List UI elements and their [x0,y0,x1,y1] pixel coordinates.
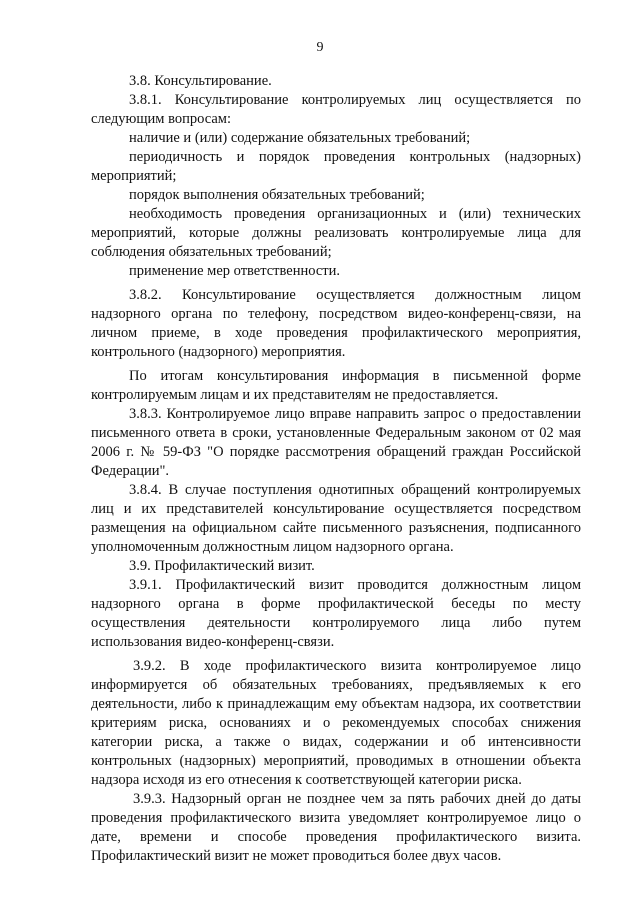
paragraph-3-8-4: 3.8.4. В случае поступления однотипных обращений контролируемых лиц и их представителей консультирование осуществляется посредством размещения на официальном сайте письменного разъяснения, подписанного уполномоченным должностным лицом надзорного органа. [91,482,581,555]
section-heading-3-8: 3.8. Консультирование. [129,73,272,89]
list-item-periodicity: периодичность и порядок проведения контрольных (надзорных) мероприятий; [91,149,581,184]
page-number: 9 [316,40,324,55]
paragraph-3-8-1: 3.8.1. Консультирование контролируемых лиц осуществляется по следующим вопросам: [91,92,581,127]
list-item-requirements-content: наличие и (или) содержание обязательных требований; [129,130,471,146]
paragraph-3-8-2: 3.8.2. Консультирование осуществляется должностным лицом надзорного органа по телефону, посредством видео-конференц-связи, на личном приеме, в ходе проведения профилактического мероприятия, контрольного (надзорного) мероприятия. [91,287,581,360]
paragraph-3-8-3: 3.8.3. Контролируемое лицо вправе направить запрос о предоставлении письменного ответа в сроки, установленные Федеральным законом от 02 мая 2006 г. № 59-ФЗ "О порядке рассмотрения обращений граждан Российской Федерации". [91,406,581,479]
paragraph-3-9-2: 3.9.2. В ходе профилактического визита контролируемое лицо информируется об обязательных требованиях, предъявляемых к его деятельности, либо к принадлежащим ему объектам надзора, их соответствии критериям риска, основаниях и о рекомендуемых способах снижения категории риска, а также о видах, содержании и об интенсивности контрольных (надзорных) мероприятий, проводимых в отношении объекта надзора исходя из его отнесения к соответствующей категории риска. [91,658,581,788]
list-item-liability: применение мер ответственности. [129,263,341,279]
list-item-procedure: порядок выполнения обязательных требований; [129,187,425,203]
document-body [91,72,581,866]
list-item-measures: необходимость проведения организационных и (или) технических мероприятий, которые должны реализовать контролируемые лица для соблюдения обязательных требований; [91,206,581,260]
section-heading-3-9: 3.9. Профилактический визит. [129,558,315,574]
paragraph-3-9-3: 3.9.3. Надзорный орган не позднее чем за пять рабочих дней до даты проведения профилактического визита уведомляет контролируемое лицо о дате, времени и способе проведения профилактического визита. Профилактический визит не может проводиться более двух часов. [91,791,581,864]
paragraph-written-info: По итогам консультирования информация в письменной форме контролируемым лицам и их представителям не предоставляется. [91,368,581,403]
paragraph-3-9-1: 3.9.1. Профилактический визит проводится должностным лицом надзорного органа в форме профилактической беседы по месту осуществления деятельности контролируемого лица либо путем использования видео-конференц-связи. [91,577,581,650]
